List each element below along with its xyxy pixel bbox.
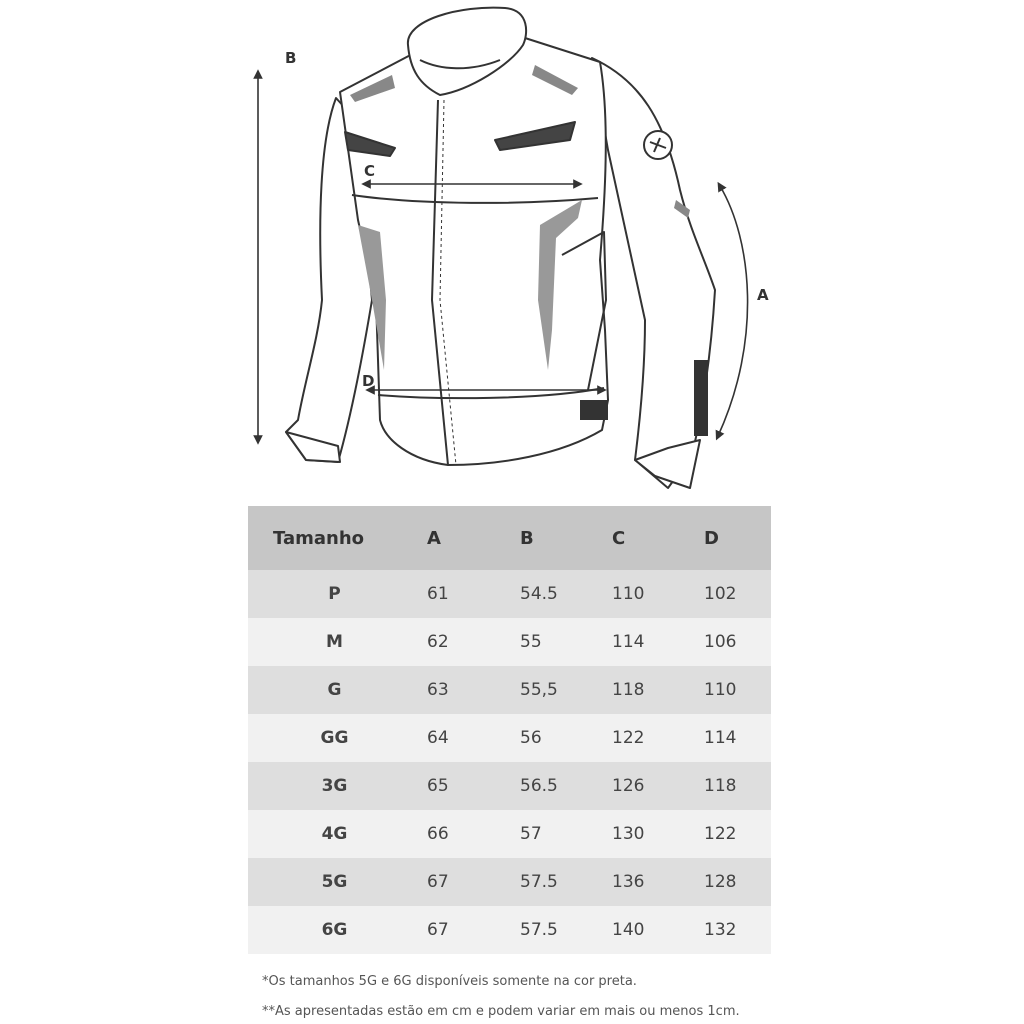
footnote-availability: *Os tamanhos 5G e 6G disponíveis somente na cor preta. xyxy=(262,974,637,989)
value-b: 57.5 xyxy=(520,906,612,954)
jacket-measurement-diagram xyxy=(0,0,1024,500)
value-c: 110 xyxy=(612,570,704,618)
value-b: 56.5 xyxy=(520,762,612,810)
table-row xyxy=(248,906,771,954)
value-d: 106 xyxy=(704,618,771,666)
table-header-row xyxy=(248,506,771,570)
value-c: 114 xyxy=(612,618,704,666)
table-row xyxy=(248,618,771,666)
value-c: 130 xyxy=(612,810,704,858)
size-cell: 4G xyxy=(248,810,421,858)
jacket-illustration xyxy=(286,8,715,488)
size-cell: GG xyxy=(248,714,421,762)
table-row xyxy=(248,762,771,810)
value-b: 56 xyxy=(520,714,612,762)
value-a: 66 xyxy=(421,810,520,858)
size-cell: M xyxy=(248,618,421,666)
header-a: A xyxy=(421,506,520,570)
value-c: 136 xyxy=(612,858,704,906)
value-a: 62 xyxy=(421,618,520,666)
header-c: C xyxy=(612,506,704,570)
footnote-measurements: **As apresentadas estão em cm e podem variar em mais ou menos 1cm. xyxy=(262,1004,740,1019)
table-row xyxy=(248,810,771,858)
header-b: B xyxy=(520,506,612,570)
label-d: D xyxy=(362,372,375,390)
size-cell: P xyxy=(248,570,421,618)
value-b: 57 xyxy=(520,810,612,858)
header-tamanho: Tamanho xyxy=(248,506,421,570)
value-d: 122 xyxy=(704,810,771,858)
table-row xyxy=(248,714,771,762)
value-a: 63 xyxy=(421,666,520,714)
header-d: D xyxy=(704,506,771,570)
table-row xyxy=(248,570,771,618)
value-b: 55 xyxy=(520,618,612,666)
value-d: 118 xyxy=(704,762,771,810)
table-row xyxy=(248,858,771,906)
value-d: 102 xyxy=(704,570,771,618)
value-c: 122 xyxy=(612,714,704,762)
value-d: 132 xyxy=(704,906,771,954)
value-a: 67 xyxy=(421,858,520,906)
value-a: 61 xyxy=(421,570,520,618)
size-cell: 3G xyxy=(248,762,421,810)
value-d: 128 xyxy=(704,858,771,906)
label-c: C xyxy=(364,162,376,180)
label-a: A xyxy=(757,286,769,304)
size-cell: G xyxy=(248,666,421,714)
size-cell: 6G xyxy=(248,906,421,954)
value-d: 114 xyxy=(704,714,771,762)
value-a: 64 xyxy=(421,714,520,762)
table-row xyxy=(248,666,771,714)
size-table xyxy=(248,506,771,954)
value-c: 118 xyxy=(612,666,704,714)
value-c: 140 xyxy=(612,906,704,954)
value-b: 54.5 xyxy=(520,570,612,618)
value-a: 67 xyxy=(421,906,520,954)
size-cell: 5G xyxy=(248,858,421,906)
value-c: 126 xyxy=(612,762,704,810)
value-a: 65 xyxy=(421,762,520,810)
arrow-a xyxy=(718,186,748,436)
value-d: 110 xyxy=(704,666,771,714)
value-b: 57.5 xyxy=(520,858,612,906)
value-b: 55,5 xyxy=(520,666,612,714)
label-b: B xyxy=(285,49,297,67)
